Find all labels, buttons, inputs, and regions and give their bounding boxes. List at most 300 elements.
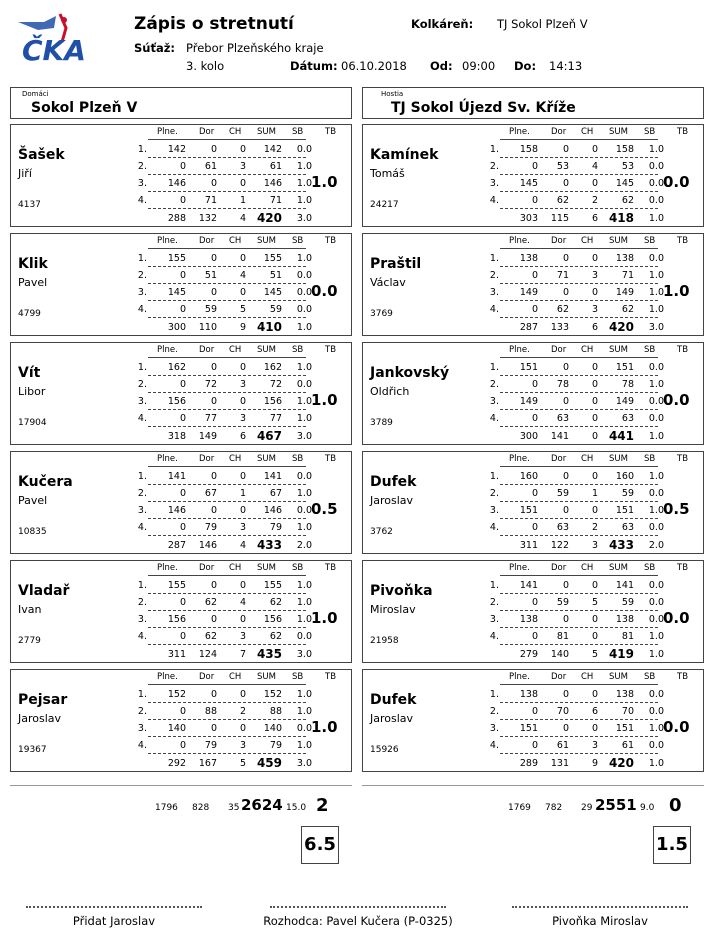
row-cell: 62: [556, 195, 569, 206]
row-cell: 146: [263, 505, 282, 516]
row-cell: 0.0: [296, 723, 312, 734]
player-tb: 1.0: [311, 609, 338, 627]
row-line: [500, 174, 658, 175]
row-cell: 0.0: [648, 597, 664, 608]
row-line: [500, 409, 658, 410]
row-cell: 0: [239, 723, 246, 734]
row-cell: 5: [591, 597, 598, 608]
row-line: [148, 753, 306, 754]
row-cell: 77: [204, 413, 217, 424]
row-line: [500, 191, 658, 192]
round-number: 1.: [137, 253, 147, 264]
row-line: [500, 266, 658, 267]
row-cell: 0: [591, 253, 598, 264]
column-header: Plne.: [157, 127, 178, 137]
row-line: [148, 484, 306, 485]
row-cell: 0.0: [296, 144, 312, 155]
row-cell: 0: [239, 614, 246, 625]
row-cell: 53: [556, 161, 569, 172]
round-number: 1.: [489, 689, 499, 700]
row-line: [148, 409, 306, 410]
total-cell: 3.0: [648, 322, 664, 333]
header-line: [500, 357, 658, 358]
column-header: TB: [677, 236, 689, 246]
column-header: CH: [581, 236, 594, 246]
round-number: 4.: [489, 740, 499, 751]
row-cell: 141: [167, 471, 186, 482]
player-id: 4799: [18, 309, 41, 319]
row-cell: 0.0: [648, 195, 664, 206]
away-team-box: [362, 87, 704, 119]
row-cell: 1.0: [296, 740, 312, 751]
home-final-score: 6.5: [301, 826, 339, 864]
row-cell: 0: [179, 304, 186, 315]
total-cell: 167: [198, 758, 217, 769]
column-header: SB: [644, 563, 656, 573]
round-number: 1.: [489, 471, 499, 482]
row-cell: 140: [263, 723, 282, 734]
round-number: 3.: [489, 614, 499, 625]
row-cell: 0.0: [648, 740, 664, 751]
svg-text:ČKA: ČKA: [22, 34, 86, 67]
column-header: CH: [581, 563, 594, 573]
header-line: [500, 466, 658, 467]
column-header: SB: [292, 672, 304, 682]
row-cell: 0: [179, 413, 186, 424]
row-cell: 70: [556, 706, 569, 717]
total-cell: 292: [167, 758, 186, 769]
row-cell: 1.0: [296, 195, 312, 206]
row-cell: 0: [179, 631, 186, 642]
row-cell: 67: [204, 488, 217, 499]
round-number: 4.: [489, 413, 499, 424]
column-header: TB: [325, 672, 337, 682]
round-number: 3.: [489, 287, 499, 298]
row-cell: 70: [621, 706, 634, 717]
row-cell: 156: [263, 396, 282, 407]
player-surname: Jankovský: [370, 365, 450, 381]
sutaz-value: Přebor Plzeňského kraje: [186, 41, 324, 55]
row-cell: 0: [239, 580, 246, 591]
away-player-card: [362, 669, 704, 772]
row-cell: 4: [591, 161, 598, 172]
row-cell: 1.0: [296, 706, 312, 717]
row-cell: 59: [556, 488, 569, 499]
row-cell: 0: [591, 178, 598, 189]
row-cell: 0: [239, 287, 246, 298]
row-cell: 156: [263, 614, 282, 625]
header-line: [500, 684, 658, 685]
row-cell: 0.0: [648, 178, 664, 189]
row-cell: 71: [621, 270, 634, 281]
club-logo: [14, 12, 104, 68]
row-cell: 141: [519, 580, 538, 591]
row-cell: 0: [179, 161, 186, 172]
round-number: 3.: [137, 178, 147, 189]
row-cell: 72: [269, 379, 282, 390]
player-surname: Kamínek: [370, 147, 439, 163]
column-header: Plne.: [509, 236, 530, 246]
header-line: [148, 248, 306, 249]
sig-line-right: [512, 906, 688, 908]
player-id: 17904: [18, 418, 47, 428]
row-cell: 151: [615, 505, 634, 516]
row-cell: 156: [167, 396, 186, 407]
row-cell: 160: [519, 471, 538, 482]
row-cell: 141: [615, 580, 634, 591]
row-cell: 151: [519, 723, 538, 734]
row-cell: 0: [179, 706, 186, 717]
column-header: CH: [229, 563, 242, 573]
total-cell: 419: [608, 647, 634, 661]
row-cell: 0: [531, 379, 538, 390]
row-line: [148, 392, 306, 393]
row-line: [500, 300, 658, 301]
row-cell: 0.0: [296, 505, 312, 516]
home-total-sb: 15.0: [286, 803, 307, 813]
row-cell: 67: [269, 488, 282, 499]
row-cell: 72: [204, 379, 217, 390]
total-cell: 287: [167, 540, 186, 551]
total-cell: 140: [550, 649, 569, 660]
row-cell: 0: [562, 144, 569, 155]
column-header: Plne.: [157, 563, 178, 573]
row-cell: 81: [621, 631, 634, 642]
total-cell: 311: [519, 540, 538, 551]
player-id: 2779: [18, 636, 41, 646]
total-cell: 3.0: [296, 213, 312, 224]
row-cell: 63: [556, 522, 569, 533]
row-cell: 0: [562, 505, 569, 516]
row-cell: 1.0: [648, 723, 664, 734]
row-cell: 0: [591, 580, 598, 591]
row-cell: 63: [556, 413, 569, 424]
row-cell: 1.0: [648, 379, 664, 390]
player-tb: 0.0: [663, 391, 690, 409]
row-cell: 0: [531, 413, 538, 424]
round-number: 4.: [137, 195, 147, 206]
row-cell: 88: [204, 706, 217, 717]
row-cell: 0: [210, 178, 217, 189]
row-cell: 0: [531, 706, 538, 717]
row-cell: 0: [562, 362, 569, 373]
row-line: [148, 736, 306, 737]
column-header: TB: [325, 236, 337, 246]
header-line: [148, 139, 306, 140]
column-header: TB: [325, 345, 337, 355]
total-cell: 4: [239, 213, 246, 224]
row-line: [500, 736, 658, 737]
player-firstname: Jaroslav: [18, 712, 62, 725]
total-cell: 318: [167, 431, 186, 442]
row-cell: 71: [556, 270, 569, 281]
row-cell: 3: [239, 740, 246, 751]
row-cell: 1.0: [648, 144, 664, 155]
row-cell: 0.0: [296, 471, 312, 482]
total-cell: 420: [256, 211, 282, 225]
column-header: SB: [292, 345, 304, 355]
round-number: 2.: [489, 488, 499, 499]
total-cell: 1.0: [648, 213, 664, 224]
row-line: [500, 484, 658, 485]
row-cell: 62: [556, 304, 569, 315]
row-cell: 59: [621, 488, 634, 499]
row-cell: 145: [263, 287, 282, 298]
header-line: [500, 248, 658, 249]
column-header: SB: [644, 672, 656, 682]
row-cell: 3: [591, 270, 598, 281]
total-cell: 2.0: [296, 540, 312, 551]
row-cell: 4: [239, 270, 246, 281]
row-cell: 1.0: [648, 505, 664, 516]
row-cell: 0.0: [648, 488, 664, 499]
row-line: [148, 375, 306, 376]
row-cell: 160: [615, 471, 634, 482]
row-cell: 0: [591, 614, 598, 625]
column-header: SB: [292, 454, 304, 464]
row-cell: 146: [167, 505, 186, 516]
row-line: [500, 627, 658, 628]
row-cell: 0: [591, 287, 598, 298]
row-cell: 162: [167, 362, 186, 373]
round-number: 3.: [137, 723, 147, 734]
row-line: [148, 208, 306, 209]
total-cell: 122: [550, 540, 569, 551]
header-line: [148, 684, 306, 685]
row-cell: 0: [591, 631, 598, 642]
row-cell: 141: [263, 471, 282, 482]
row-line: [500, 208, 658, 209]
round-number: 1.: [137, 362, 147, 373]
round-number: 4.: [137, 631, 147, 642]
round-number: 1.: [137, 144, 147, 155]
row-cell: 3: [239, 631, 246, 642]
total-cell: 467: [256, 429, 282, 443]
row-cell: 3: [239, 413, 246, 424]
total-cell: 303: [519, 213, 538, 224]
round-number: 1.: [137, 689, 147, 700]
row-line: [148, 535, 306, 536]
total-cell: 0: [591, 431, 598, 442]
row-cell: 145: [615, 178, 634, 189]
row-cell: 138: [519, 689, 538, 700]
player-tb: 1.0: [311, 391, 338, 409]
row-line: [500, 719, 658, 720]
row-cell: 151: [519, 362, 538, 373]
row-cell: 81: [556, 631, 569, 642]
row-cell: 0: [562, 614, 569, 625]
row-cell: 0: [531, 488, 538, 499]
column-header: CH: [581, 345, 594, 355]
row-line: [148, 426, 306, 427]
row-line: [500, 610, 658, 611]
column-header: Dor: [551, 672, 567, 682]
player-tb: 0.0: [663, 609, 690, 627]
home-team-box: [10, 87, 352, 119]
row-cell: 62: [269, 597, 282, 608]
row-cell: 0: [531, 740, 538, 751]
player-surname: Kučera: [18, 474, 73, 490]
row-cell: 62: [204, 597, 217, 608]
player-surname: Dufek: [370, 692, 417, 708]
row-cell: 0: [239, 396, 246, 407]
row-cell: 61: [204, 161, 217, 172]
column-header: TB: [325, 127, 337, 137]
row-cell: 0: [210, 723, 217, 734]
row-cell: 1.0: [648, 304, 664, 315]
row-cell: 146: [263, 178, 282, 189]
player-firstname: Jiří: [18, 167, 32, 180]
row-cell: 0: [591, 379, 598, 390]
player-firstname: Libor: [18, 385, 46, 398]
row-cell: 155: [167, 580, 186, 591]
row-cell: 3: [239, 522, 246, 533]
row-cell: 0.0: [296, 270, 312, 281]
column-header: Plne.: [157, 672, 178, 682]
total-cell: 6: [591, 213, 598, 224]
row-cell: 0.0: [648, 580, 664, 591]
player-id: 3769: [370, 309, 393, 319]
row-cell: 0.0: [296, 379, 312, 390]
row-line: [500, 702, 658, 703]
row-cell: 1.0: [296, 522, 312, 533]
column-header: Dor: [199, 345, 215, 355]
round-number: 2.: [489, 379, 499, 390]
column-header: TB: [677, 127, 689, 137]
row-line: [500, 375, 658, 376]
column-header: SUM: [609, 345, 628, 355]
row-cell: 0: [179, 597, 186, 608]
column-header: Dor: [199, 672, 215, 682]
total-cell: 300: [167, 322, 186, 333]
row-cell: 62: [269, 631, 282, 642]
row-cell: 4: [239, 597, 246, 608]
row-cell: 158: [519, 144, 538, 155]
column-header: TB: [325, 454, 337, 464]
row-cell: 88: [269, 706, 282, 717]
player-firstname: Oldřich: [370, 385, 410, 398]
column-header: Dor: [199, 563, 215, 573]
round-number: 2.: [489, 270, 499, 281]
row-cell: 156: [167, 614, 186, 625]
player-id: 4137: [18, 200, 41, 210]
row-cell: 151: [519, 505, 538, 516]
total-cell: 420: [608, 320, 634, 334]
row-line: [148, 610, 306, 611]
row-line: [148, 191, 306, 192]
total-cell: 7: [239, 649, 246, 660]
row-cell: 1.0: [296, 178, 312, 189]
round-number: 4.: [137, 522, 147, 533]
player-firstname: Tomáš: [370, 167, 405, 180]
row-line: [500, 283, 658, 284]
row-cell: 59: [621, 597, 634, 608]
row-cell: 0.0: [648, 413, 664, 424]
row-cell: 62: [204, 631, 217, 642]
home-player-card: [10, 124, 352, 227]
round-number: 4.: [489, 522, 499, 533]
row-cell: 0: [562, 723, 569, 734]
row-cell: 0: [531, 631, 538, 642]
away-player-card: [362, 451, 704, 554]
total-cell: 4: [239, 540, 246, 551]
row-cell: 59: [269, 304, 282, 315]
row-cell: 0: [591, 471, 598, 482]
player-firstname: Pavel: [18, 494, 48, 507]
column-header: Dor: [199, 236, 215, 246]
total-cell: 300: [519, 431, 538, 442]
total-cell: 433: [256, 538, 282, 552]
player-firstname: Pavel: [18, 276, 48, 289]
total-cell: 3.0: [296, 649, 312, 660]
row-cell: 0: [210, 144, 217, 155]
header-line: [148, 575, 306, 576]
column-header: Plne.: [157, 454, 178, 464]
row-cell: 0.0: [296, 304, 312, 315]
row-cell: 0: [531, 597, 538, 608]
row-cell: 155: [263, 253, 282, 264]
column-header: Plne.: [509, 454, 530, 464]
home-player-card: [10, 342, 352, 445]
total-cell: 131: [550, 758, 569, 769]
row-cell: 78: [556, 379, 569, 390]
player-firstname: Václav: [370, 276, 406, 289]
row-cell: 0: [179, 740, 186, 751]
round-number: 3.: [137, 614, 147, 625]
row-cell: 1.0: [296, 396, 312, 407]
row-cell: 0: [179, 522, 186, 533]
column-header: SB: [292, 127, 304, 137]
row-cell: 138: [519, 253, 538, 264]
row-cell: 0: [591, 505, 598, 516]
round-number: 3.: [137, 396, 147, 407]
column-header: Plne.: [509, 345, 530, 355]
row-cell: 0: [591, 689, 598, 700]
column-header: Plne.: [509, 127, 530, 137]
from-label: Od:: [430, 59, 453, 73]
row-cell: 0.0: [648, 253, 664, 264]
column-header: SB: [644, 454, 656, 464]
row-cell: 145: [167, 287, 186, 298]
row-line: [500, 392, 658, 393]
column-header: SB: [292, 563, 304, 573]
round-number: 2.: [137, 488, 147, 499]
round-number: 2.: [489, 706, 499, 717]
round-number: 3.: [489, 505, 499, 516]
row-cell: 142: [263, 144, 282, 155]
player-tb: 0.0: [663, 718, 690, 736]
row-cell: 0.0: [648, 689, 664, 700]
total-cell: 5: [239, 758, 246, 769]
row-line: [148, 317, 306, 318]
column-header: Plne.: [509, 672, 530, 682]
page-title: Zápis o stretnutí: [134, 14, 294, 34]
round-number: 4.: [489, 304, 499, 315]
column-header: Dor: [551, 345, 567, 355]
row-cell: 1.0: [648, 631, 664, 642]
row-cell: 1.0: [296, 614, 312, 625]
column-header: Dor: [551, 236, 567, 246]
row-cell: 149: [615, 287, 634, 298]
header-line: [148, 357, 306, 358]
player-tb: 0.5: [663, 500, 690, 518]
total-cell: 9: [591, 758, 598, 769]
round-number: 3.: [137, 505, 147, 516]
row-cell: 0: [562, 471, 569, 482]
round-number: 3.: [489, 178, 499, 189]
total-cell: 3: [591, 540, 598, 551]
column-header: TB: [325, 563, 337, 573]
